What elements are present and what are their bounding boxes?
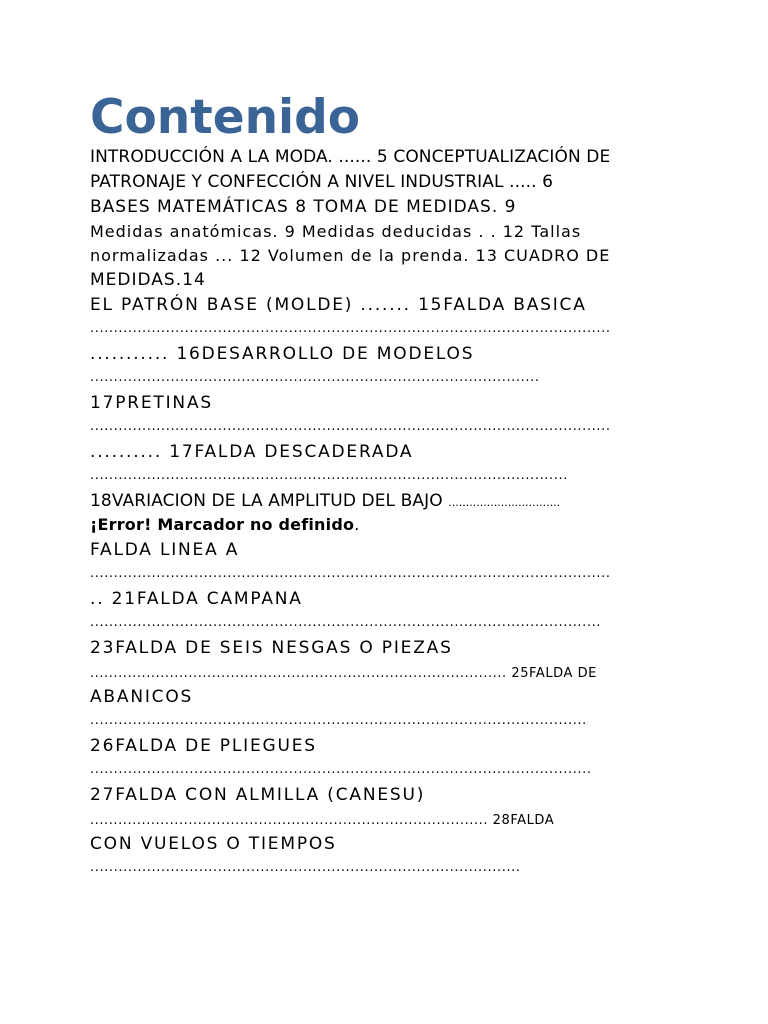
- toc-dot-leader: ..................................................................................... 28FALDA: [90, 813, 555, 828]
- toc-line: 27FALDA CON ALMILLA (CANESU): [90, 785, 426, 805]
- toc-line: .......... 17FALDA DESCADERADA: [90, 442, 414, 462]
- toc-line: 17PRETINAS: [90, 393, 213, 413]
- toc-entry-text: 18VARIACION DE LA AMPLITUD DEL BAJO: [90, 491, 443, 511]
- toc-dot-leader: ..........................................................................................................: [90, 762, 592, 777]
- toc-dot-leader: ............................................................................................................: [90, 615, 602, 630]
- toc-dot-leader: ...........................................................................................: [90, 860, 521, 875]
- toc-line: ABANICOS: [90, 687, 194, 707]
- toc-line: FALDA LINEA A: [90, 540, 240, 560]
- toc-dot-leader: .........................................................................................................: [90, 713, 587, 728]
- toc-line: [90, 491, 560, 513]
- toc-line: .. 21FALDA CAMPANA: [90, 589, 303, 609]
- toc-line: EL PATRÓN BASE (MOLDE) ....... 15FALDA BASICA: [90, 295, 587, 315]
- toc-line: PATRONAJE Y CONFECCIÓN A NIVEL INDUSTRIAL ..... 6: [90, 172, 554, 192]
- toc-line: CON VUELOS O TIEMPOS: [90, 834, 337, 854]
- toc-line: MEDIDAS.14: [90, 270, 206, 290]
- toc-line: 23FALDA DE SEIS NESGAS O PIEZAS: [90, 638, 453, 658]
- toc-dot-leader: .....................................................................................................: [90, 468, 568, 483]
- toc-dot-leader: ..............................................................................................................: [90, 419, 611, 434]
- toc-line: Medidas anatómicas. 9 Medidas deducidas . . 12 Tallas: [90, 222, 582, 241]
- error-bookmark-text: ¡Error! Marcador no definido: [90, 515, 355, 534]
- toc-line: INTRODUCCIÓN A LA MODA. ...... 5 CONCEPTUALIZACIÓN DE: [90, 147, 611, 167]
- toc-dot-leader: ..............................................................................................................: [90, 566, 611, 581]
- error-period: .: [354, 515, 360, 534]
- toc-line: 26FALDA DE PLIEGUES: [90, 736, 317, 756]
- toc-dot-leader: ...............................................................................................: [90, 370, 540, 385]
- toc-dot-leader: ................................: [448, 496, 561, 509]
- toc-dot-leader: ..............................................................................................................: [90, 321, 611, 336]
- toc-dot-leader: ......................................................................................... 25FALDA DE: [90, 666, 597, 681]
- toc-line: ........... 16DESARROLLO DE MODELOS: [90, 344, 475, 364]
- toc-line: BASES MATEMÁTICAS 8 TOMA DE MEDIDAS. 9: [90, 197, 517, 217]
- page-title: Contenido: [90, 90, 361, 145]
- toc-error-line: [90, 515, 359, 535]
- toc-line: normalizadas ... 12 Volumen de la prenda. 13 CUADRO DE: [90, 246, 611, 265]
- toc-line: [90, 809, 554, 831]
- toc-line: [90, 662, 597, 684]
